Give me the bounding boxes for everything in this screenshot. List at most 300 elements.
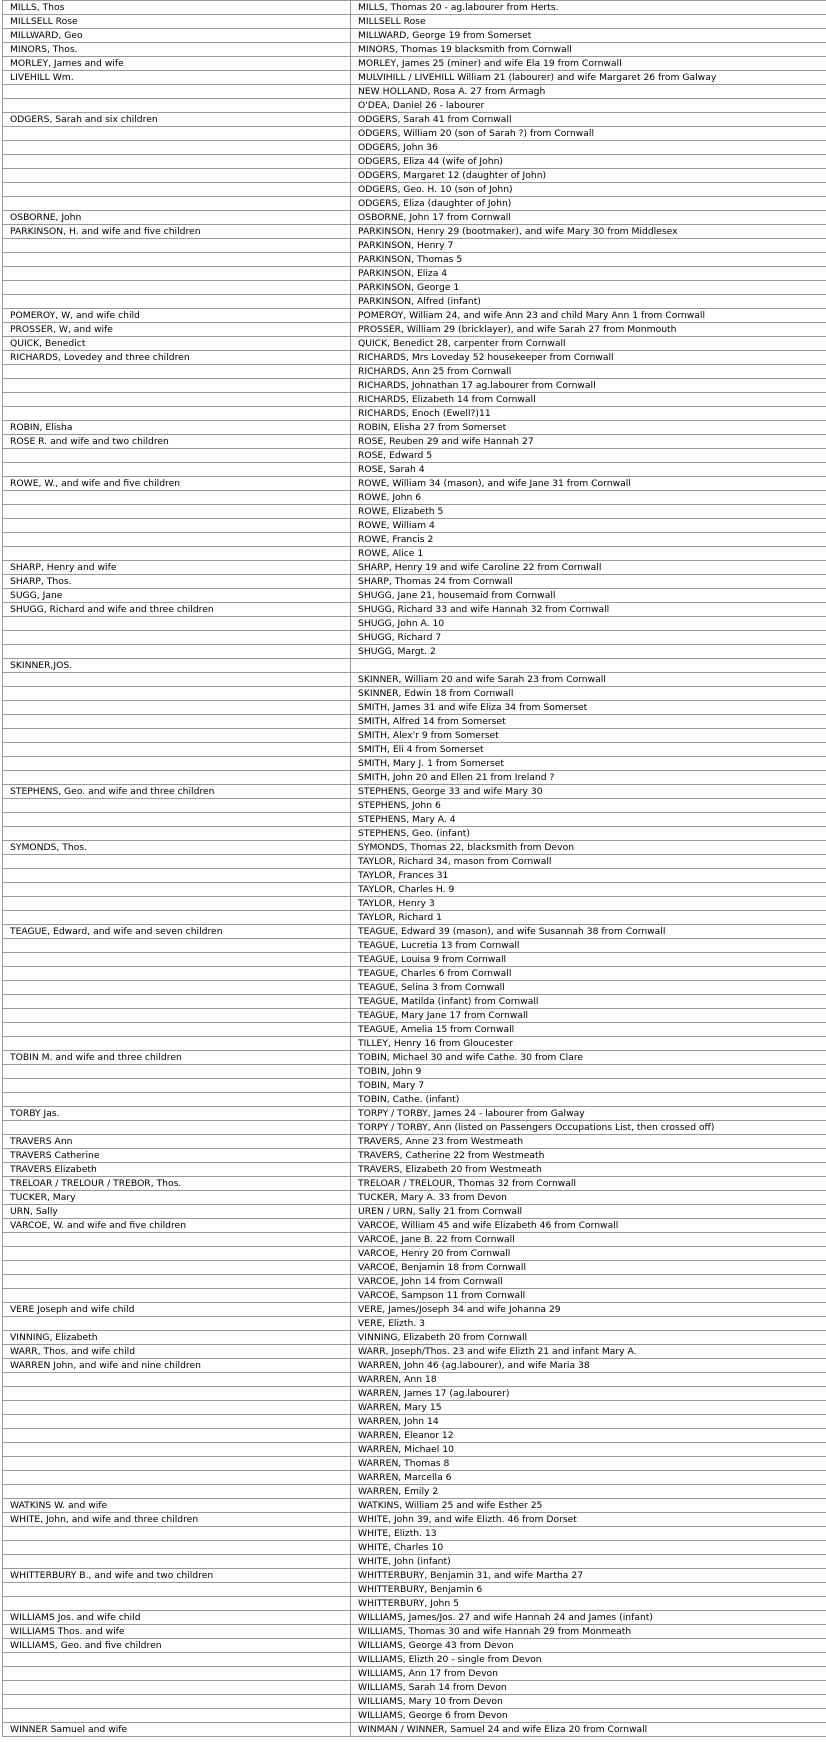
passenger-detail-cell: ROWE, Alice 1 bbox=[351, 547, 826, 561]
list-name-cell bbox=[3, 1583, 351, 1597]
passenger-table bbox=[2, 0, 826, 1737]
table-row bbox=[3, 1191, 826, 1205]
list-name-cell bbox=[3, 981, 351, 995]
passenger-detail-cell: ROWE, John 6 bbox=[351, 491, 826, 505]
table-row bbox=[3, 435, 826, 449]
table-row bbox=[3, 1457, 826, 1471]
table-row bbox=[3, 575, 826, 589]
list-name-cell bbox=[3, 813, 351, 827]
list-name-cell bbox=[3, 1709, 351, 1723]
passenger-detail-cell: VINNING, Elizabeth 20 from Cornwall bbox=[351, 1331, 826, 1345]
passenger-detail-cell: SMITH, James 31 and wife Eliza 34 from Somerset bbox=[351, 701, 826, 715]
passenger-detail-cell: TEAGUE, Selina 3 from Cornwall bbox=[351, 981, 826, 995]
list-name-cell bbox=[3, 253, 351, 267]
passenger-detail-cell: STEPHENS, George 33 and wife Mary 30 bbox=[351, 785, 826, 799]
list-name-cell: ODGERS, Sarah and six children bbox=[3, 113, 351, 127]
list-name-cell: ROWE, W., and wife and five children bbox=[3, 477, 351, 491]
table-row bbox=[3, 547, 826, 561]
passenger-detail-cell: RICHARDS, Johnathan 17 ag.labourer from Cornwall bbox=[351, 379, 826, 393]
list-name-cell bbox=[3, 631, 351, 645]
list-name-cell bbox=[3, 365, 351, 379]
list-name-cell bbox=[3, 995, 351, 1009]
passenger-detail-cell: WARREN, Emily 2 bbox=[351, 1485, 826, 1499]
passenger-detail-cell: SMITH, Mary J. 1 from Somerset bbox=[351, 757, 826, 771]
list-name-cell bbox=[3, 183, 351, 197]
list-name-cell bbox=[3, 715, 351, 729]
table-row bbox=[3, 1163, 826, 1177]
list-name-cell bbox=[3, 1373, 351, 1387]
passenger-detail-cell: RICHARDS, Mrs Loveday 52 housekeeper from Cornwall bbox=[351, 351, 826, 365]
table-row bbox=[3, 1135, 826, 1149]
passenger-detail-cell: ROSE, Sarah 4 bbox=[351, 463, 826, 477]
passenger-detail-cell: SMITH, Alex'r 9 from Somerset bbox=[351, 729, 826, 743]
passenger-detail-cell: TOBIN, Cathe. (infant) bbox=[351, 1093, 826, 1107]
table-row bbox=[3, 925, 826, 939]
table-row bbox=[3, 1723, 826, 1737]
table-row bbox=[3, 1499, 826, 1513]
list-name-cell bbox=[3, 1023, 351, 1037]
list-name-cell: ROBIN, Elisha bbox=[3, 421, 351, 435]
table-row bbox=[3, 309, 826, 323]
table-row bbox=[3, 1107, 826, 1121]
list-name-cell: TORBY Jas. bbox=[3, 1107, 351, 1121]
table-row bbox=[3, 827, 826, 841]
table-row bbox=[3, 1513, 826, 1527]
table-row bbox=[3, 1289, 826, 1303]
passenger-detail-cell: STEPHENS, Geo. (infant) bbox=[351, 827, 826, 841]
table-row bbox=[3, 1695, 826, 1709]
passenger-detail-cell: WHITTERBURY, Benjamin 6 bbox=[351, 1583, 826, 1597]
list-name-cell bbox=[3, 799, 351, 813]
passenger-detail-cell: WARREN, Eleanor 12 bbox=[351, 1429, 826, 1443]
table-row bbox=[3, 953, 826, 967]
passenger-detail-cell: MINORS, Thomas 19 blacksmith from Cornwall bbox=[351, 43, 826, 57]
passenger-detail-cell: MILLSELL Rose bbox=[351, 15, 826, 29]
list-name-cell: TEAGUE, Edward, and wife and seven children bbox=[3, 925, 351, 939]
passenger-detail-cell: TRAVERS, Anne 23 from Westmeath bbox=[351, 1135, 826, 1149]
list-name-cell: URN, Sally bbox=[3, 1205, 351, 1219]
table-row bbox=[3, 1121, 826, 1135]
list-name-cell: MORLEY, James and wife bbox=[3, 57, 351, 71]
table-row bbox=[3, 757, 826, 771]
passenger-detail-cell: SMITH, Eli 4 from Somerset bbox=[351, 743, 826, 757]
passenger-detail-cell: PROSSER, William 29 (bricklayer), and wife Sarah 27 from Monmouth bbox=[351, 323, 826, 337]
list-name-cell: WHITTERBURY B., and wife and two children bbox=[3, 1569, 351, 1583]
table-row bbox=[3, 463, 826, 477]
list-name-cell bbox=[3, 393, 351, 407]
list-name-cell bbox=[3, 687, 351, 701]
passenger-detail-cell: VARCOE, John 14 from Cornwall bbox=[351, 1275, 826, 1289]
passenger-detail-cell: MILLS, Thomas 20 - ag.labourer from Herts. bbox=[351, 1, 826, 15]
table-row bbox=[3, 15, 826, 29]
list-name-cell bbox=[3, 1555, 351, 1569]
table-row bbox=[3, 883, 826, 897]
list-name-cell bbox=[3, 1401, 351, 1415]
table-row bbox=[3, 365, 826, 379]
list-name-cell bbox=[3, 281, 351, 295]
table-row bbox=[3, 869, 826, 883]
list-name-cell bbox=[3, 449, 351, 463]
list-name-cell bbox=[3, 771, 351, 785]
list-name-cell bbox=[3, 1261, 351, 1275]
table-row bbox=[3, 1639, 826, 1653]
passenger-detail-cell: WILLIAMS, Sarah 14 from Devon bbox=[351, 1681, 826, 1695]
table-row bbox=[3, 505, 826, 519]
passenger-detail-cell: RICHARDS, Elizabeth 14 from Cornwall bbox=[351, 393, 826, 407]
passenger-detail-cell: TORPY / TORBY, Ann (listed on Passengers Occupations List, then crossed off) bbox=[351, 1121, 826, 1135]
table-row bbox=[3, 659, 826, 673]
table-row bbox=[3, 127, 826, 141]
passenger-detail-cell: WHITTERBURY, Benjamin 31, and wife Martha 27 bbox=[351, 1569, 826, 1583]
table-row bbox=[3, 351, 826, 365]
list-name-cell bbox=[3, 1527, 351, 1541]
list-name-cell bbox=[3, 1485, 351, 1499]
table-row bbox=[3, 1569, 826, 1583]
list-name-cell bbox=[3, 1597, 351, 1611]
passenger-detail-cell: SHUGG, Richard 33 and wife Hannah 32 from Cornwall bbox=[351, 603, 826, 617]
table-row bbox=[3, 1681, 826, 1695]
table-row bbox=[3, 1205, 826, 1219]
table-row bbox=[3, 771, 826, 785]
passenger-detail-cell: TOBIN, Michael 30 and wife Cathe. 30 from Clare bbox=[351, 1051, 826, 1065]
table-row bbox=[3, 617, 826, 631]
list-name-cell bbox=[3, 1429, 351, 1443]
passenger-detail-cell: SHUGG, Margt. 2 bbox=[351, 645, 826, 659]
table-row bbox=[3, 799, 826, 813]
list-name-cell bbox=[3, 1037, 351, 1051]
list-name-cell: STEPHENS, Geo. and wife and three children bbox=[3, 785, 351, 799]
table-row bbox=[3, 701, 826, 715]
table-row bbox=[3, 197, 826, 211]
passenger-detail-cell: TAYLOR, Charles H. 9 bbox=[351, 883, 826, 897]
table-row bbox=[3, 519, 826, 533]
passenger-detail-cell: WARREN, Thomas 8 bbox=[351, 1457, 826, 1471]
list-name-cell bbox=[3, 827, 351, 841]
table-row bbox=[3, 1, 826, 15]
passenger-detail-cell: SKINNER, William 20 and wife Sarah 23 from Cornwall bbox=[351, 673, 826, 687]
passenger-detail-cell: ODGERS, Eliza 44 (wife of John) bbox=[351, 155, 826, 169]
passenger-detail-cell: ODGERS, William 20 (son of Sarah ?) from Cornwall bbox=[351, 127, 826, 141]
table-row bbox=[3, 1373, 826, 1387]
list-name-cell: SKINNER,JOS. bbox=[3, 659, 351, 673]
table-row bbox=[3, 785, 826, 799]
passenger-detail-cell: PARKINSON, Henry 7 bbox=[351, 239, 826, 253]
table-row bbox=[3, 1387, 826, 1401]
passenger-detail-cell: MORLEY, James 25 (miner) and wife Ela 19 from Cornwall bbox=[351, 57, 826, 71]
list-name-cell: MILLS, Thos bbox=[3, 1, 351, 15]
passenger-detail-cell: OSBORNE, John 17 from Cornwall bbox=[351, 211, 826, 225]
passenger-detail-cell: WARREN, John 46 (ag.labourer), and wife Maria 38 bbox=[351, 1359, 826, 1373]
table-row bbox=[3, 239, 826, 253]
table-row bbox=[3, 1079, 826, 1093]
list-name-cell bbox=[3, 463, 351, 477]
table-row bbox=[3, 253, 826, 267]
table-row bbox=[3, 1037, 826, 1051]
list-name-cell bbox=[3, 1667, 351, 1681]
passenger-detail-cell: TORPY / TORBY, James 24 - labourer from Galway bbox=[351, 1107, 826, 1121]
passenger-detail-cell: RICHARDS, Enoch (Ewell?)11 bbox=[351, 407, 826, 421]
passenger-detail-cell: WILLIAMS, George 43 from Devon bbox=[351, 1639, 826, 1653]
table-row bbox=[3, 1303, 826, 1317]
list-name-cell bbox=[3, 673, 351, 687]
list-name-cell: MINORS, Thos. bbox=[3, 43, 351, 57]
list-name-cell: TRAVERS Ann bbox=[3, 1135, 351, 1149]
list-name-cell bbox=[3, 939, 351, 953]
passenger-detail-cell: TOBIN, Mary 7 bbox=[351, 1079, 826, 1093]
list-name-cell: QUICK, Benedict bbox=[3, 337, 351, 351]
passenger-detail-cell: PARKINSON, Henry 29 (bootmaker), and wife Mary 30 from Middlesex bbox=[351, 225, 826, 239]
table-row bbox=[3, 1555, 826, 1569]
list-name-cell: MILLWARD, Geo bbox=[3, 29, 351, 43]
passenger-detail-cell: ROSE, Reuben 29 and wife Hannah 27 bbox=[351, 435, 826, 449]
table-row bbox=[3, 855, 826, 869]
passenger-detail-cell: VARCOE, Jane B. 22 from Cornwall bbox=[351, 1233, 826, 1247]
table-row bbox=[3, 1359, 826, 1373]
passenger-detail-cell: ROWE, Francis 2 bbox=[351, 533, 826, 547]
passenger-list bbox=[2, 0, 826, 1737]
list-name-cell bbox=[3, 1653, 351, 1667]
list-name-cell: VINNING, Elizabeth bbox=[3, 1331, 351, 1345]
table-row bbox=[3, 295, 826, 309]
table-row bbox=[3, 225, 826, 239]
passenger-detail-cell: WHITE, Charles 10 bbox=[351, 1541, 826, 1555]
passenger-detail-cell: SHUGG, Jane 21, housemaid from Cornwall bbox=[351, 589, 826, 603]
table-row bbox=[3, 183, 826, 197]
list-name-cell bbox=[3, 127, 351, 141]
passenger-detail-cell: WILLIAMS, Thomas 30 and wife Hannah 29 from Monmeath bbox=[351, 1625, 826, 1639]
list-name-cell bbox=[3, 1317, 351, 1331]
passenger-detail-cell: WILLIAMS, James/Jos. 27 and wife Hannah 24 and James (infant) bbox=[351, 1611, 826, 1625]
list-name-cell bbox=[3, 743, 351, 757]
table-row bbox=[3, 29, 826, 43]
table-row bbox=[3, 981, 826, 995]
table-row bbox=[3, 1709, 826, 1723]
table-row bbox=[3, 1247, 826, 1261]
table-row bbox=[3, 1023, 826, 1037]
passenger-detail-cell: TEAGUE, Matilda (infant) from Cornwall bbox=[351, 995, 826, 1009]
table-row bbox=[3, 211, 826, 225]
list-name-cell bbox=[3, 1387, 351, 1401]
table-row bbox=[3, 407, 826, 421]
passenger-detail-cell: MULVIHILL / LIVEHILL William 21 (labourer) and wife Margaret 26 from Galway bbox=[351, 71, 826, 85]
passenger-detail-cell: STEPHENS, John 6 bbox=[351, 799, 826, 813]
list-name-cell: MILLSELL Rose bbox=[3, 15, 351, 29]
table-row bbox=[3, 267, 826, 281]
passenger-detail-cell: TEAGUE, Charles 6 from Cornwall bbox=[351, 967, 826, 981]
list-name-cell: VARCOE, W. and wife and five children bbox=[3, 1219, 351, 1233]
passenger-detail-cell: TEAGUE, Amelia 15 from Cornwall bbox=[351, 1023, 826, 1037]
table-row bbox=[3, 1429, 826, 1443]
passenger-detail-cell: WARREN, Ann 18 bbox=[351, 1373, 826, 1387]
passenger-detail-cell: ROWE, Elizabeth 5 bbox=[351, 505, 826, 519]
passenger-detail-cell: TOBIN, John 9 bbox=[351, 1065, 826, 1079]
list-name-cell bbox=[3, 155, 351, 169]
passenger-detail-cell: WARREN, Mary 15 bbox=[351, 1401, 826, 1415]
list-name-cell: WINNER Samuel and wife bbox=[3, 1723, 351, 1737]
list-name-cell bbox=[3, 1415, 351, 1429]
passenger-table-body bbox=[3, 1, 826, 1737]
table-row bbox=[3, 323, 826, 337]
list-name-cell bbox=[3, 967, 351, 981]
table-row bbox=[3, 1583, 826, 1597]
list-name-cell bbox=[3, 197, 351, 211]
passenger-detail-cell: VARCOE, Henry 20 from Cornwall bbox=[351, 1247, 826, 1261]
passenger-detail-cell: TEAGUE, Louisa 9 from Cornwall bbox=[351, 953, 826, 967]
list-name-cell bbox=[3, 1079, 351, 1093]
passenger-detail-cell: SHUGG, John A. 10 bbox=[351, 617, 826, 631]
table-row bbox=[3, 533, 826, 547]
list-name-cell bbox=[3, 869, 351, 883]
passenger-detail-cell: NEW HOLLAND, Rosa A. 27 from Armagh bbox=[351, 85, 826, 99]
list-name-cell: SHARP, Thos. bbox=[3, 575, 351, 589]
table-row bbox=[3, 85, 826, 99]
list-name-cell bbox=[3, 1541, 351, 1555]
table-row bbox=[3, 1415, 826, 1429]
table-row bbox=[3, 813, 826, 827]
passenger-detail-cell: VARCOE, William 45 and wife Elizabeth 46 from Cornwall bbox=[351, 1219, 826, 1233]
passenger-detail-cell: POMEROY, William 24, and wife Ann 23 and child Mary Ann 1 from Cornwall bbox=[351, 309, 826, 323]
passenger-detail-cell: ROSE, Edward 5 bbox=[351, 449, 826, 463]
table-row bbox=[3, 1051, 826, 1065]
list-name-cell bbox=[3, 1695, 351, 1709]
passenger-detail-cell: ROBIN, Elisha 27 from Somerset bbox=[351, 421, 826, 435]
passenger-detail-cell: ROWE, William 34 (mason), and wife Jane 31 from Cornwall bbox=[351, 477, 826, 491]
table-row bbox=[3, 1177, 826, 1191]
list-name-cell bbox=[3, 729, 351, 743]
passenger-detail-cell: WINMAN / WINNER, Samuel 24 and wife Eliza 20 from Cornwall bbox=[351, 1723, 826, 1737]
table-row bbox=[3, 449, 826, 463]
list-name-cell bbox=[3, 645, 351, 659]
table-row bbox=[3, 589, 826, 603]
passenger-detail-cell: WHITE, John 39, and wife Elizth. 46 from Dorset bbox=[351, 1513, 826, 1527]
table-row bbox=[3, 939, 826, 953]
table-row bbox=[3, 1149, 826, 1163]
list-name-cell: WARR, Thos. and wife child bbox=[3, 1345, 351, 1359]
table-row bbox=[3, 561, 826, 575]
passenger-detail-cell: TUCKER, Mary A. 33 from Devon bbox=[351, 1191, 826, 1205]
passenger-detail-cell: ODGERS, John 36 bbox=[351, 141, 826, 155]
table-row bbox=[3, 155, 826, 169]
table-row bbox=[3, 603, 826, 617]
list-name-cell: WATKINS W. and wife bbox=[3, 1499, 351, 1513]
table-row bbox=[3, 1625, 826, 1639]
table-row bbox=[3, 995, 826, 1009]
passenger-detail-cell: TRAVERS, Elizabeth 20 from Westmeath bbox=[351, 1163, 826, 1177]
list-name-cell bbox=[3, 701, 351, 715]
list-name-cell bbox=[3, 141, 351, 155]
list-name-cell bbox=[3, 1471, 351, 1485]
table-row bbox=[3, 729, 826, 743]
passenger-detail-cell: WILLIAMS, Ann 17 from Devon bbox=[351, 1667, 826, 1681]
passenger-detail-cell: WHITE, John (infant) bbox=[351, 1555, 826, 1569]
table-row bbox=[3, 743, 826, 757]
table-row bbox=[3, 1009, 826, 1023]
passenger-detail-cell: ODGERS, Sarah 41 from Cornwall bbox=[351, 113, 826, 127]
passenger-detail-cell: TRAVERS, Catherine 22 from Westmeath bbox=[351, 1149, 826, 1163]
passenger-detail-cell: WILLIAMS, Mary 10 from Devon bbox=[351, 1695, 826, 1709]
list-name-cell bbox=[3, 1121, 351, 1135]
list-name-cell: TUCKER, Mary bbox=[3, 1191, 351, 1205]
list-name-cell bbox=[3, 1681, 351, 1695]
passenger-detail-cell: VARCOE, Sampson 11 from Cornwall bbox=[351, 1289, 826, 1303]
table-row bbox=[3, 113, 826, 127]
list-name-cell: WILLIAMS, Geo. and five children bbox=[3, 1639, 351, 1653]
table-row bbox=[3, 379, 826, 393]
table-row bbox=[3, 897, 826, 911]
passenger-detail-cell: WARR, Joseph/Thos. 23 and wife Elizth 21 and infant Mary A. bbox=[351, 1345, 826, 1359]
passenger-detail-cell: ODGERS, Margaret 12 (daughter of John) bbox=[351, 169, 826, 183]
table-row bbox=[3, 1443, 826, 1457]
table-row bbox=[3, 491, 826, 505]
list-name-cell: VERE Joseph and wife child bbox=[3, 1303, 351, 1317]
list-name-cell: OSBORNE, John bbox=[3, 211, 351, 225]
passenger-detail-cell: TILLEY, Henry 16 from Gloucester bbox=[351, 1037, 826, 1051]
list-name-cell: SUGG, Jane bbox=[3, 589, 351, 603]
list-name-cell: PARKINSON, H. and wife and five children bbox=[3, 225, 351, 239]
list-name-cell bbox=[3, 897, 351, 911]
list-name-cell bbox=[3, 547, 351, 561]
passenger-detail-cell: TEAGUE, Lucretia 13 from Cornwall bbox=[351, 939, 826, 953]
passenger-detail-cell: PARKINSON, Thomas 5 bbox=[351, 253, 826, 267]
table-row bbox=[3, 1317, 826, 1331]
list-name-cell bbox=[3, 169, 351, 183]
list-name-cell: SHUGG, Richard and wife and three children bbox=[3, 603, 351, 617]
list-name-cell: SYMONDS, Thos. bbox=[3, 841, 351, 855]
passenger-detail-cell: PARKINSON, George 1 bbox=[351, 281, 826, 295]
list-name-cell bbox=[3, 911, 351, 925]
passenger-detail-cell: PARKINSON, Alfred (infant) bbox=[351, 295, 826, 309]
table-row bbox=[3, 1541, 826, 1555]
list-name-cell: POMEROY, W, and wife child bbox=[3, 309, 351, 323]
passenger-detail-cell: UREN / URN, Sally 21 from Cornwall bbox=[351, 1205, 826, 1219]
list-name-cell bbox=[3, 1247, 351, 1261]
list-name-cell bbox=[3, 1233, 351, 1247]
table-row bbox=[3, 281, 826, 295]
table-row bbox=[3, 337, 826, 351]
table-row bbox=[3, 1219, 826, 1233]
passenger-detail-cell: VARCOE, Benjamin 18 from Cornwall bbox=[351, 1261, 826, 1275]
list-name-cell bbox=[3, 1289, 351, 1303]
table-row bbox=[3, 687, 826, 701]
passenger-detail-cell: SMITH, Alfred 14 from Somerset bbox=[351, 715, 826, 729]
list-name-cell bbox=[3, 505, 351, 519]
passenger-detail-cell: O'DEA, Daniel 26 - labourer bbox=[351, 99, 826, 113]
table-row bbox=[3, 1401, 826, 1415]
list-name-cell: WILLIAMS Thos. and wife bbox=[3, 1625, 351, 1639]
table-row bbox=[3, 841, 826, 855]
table-row bbox=[3, 169, 826, 183]
passenger-detail-cell: RICHARDS, Ann 25 from Cornwall bbox=[351, 365, 826, 379]
passenger-detail-cell: WHITE, Elizth. 13 bbox=[351, 1527, 826, 1541]
passenger-detail-cell: TRELOAR / TRELOUR, Thomas 32 from Cornwall bbox=[351, 1177, 826, 1191]
table-row bbox=[3, 57, 826, 71]
passenger-detail-cell: ODGERS, Eliza (daughter of John) bbox=[351, 197, 826, 211]
table-row bbox=[3, 1275, 826, 1289]
table-row bbox=[3, 1653, 826, 1667]
list-name-cell: WILLIAMS Jos. and wife child bbox=[3, 1611, 351, 1625]
list-name-cell: TOBIN M. and wife and three children bbox=[3, 1051, 351, 1065]
list-name-cell bbox=[3, 407, 351, 421]
table-row bbox=[3, 1345, 826, 1359]
list-name-cell bbox=[3, 1443, 351, 1457]
table-row bbox=[3, 1471, 826, 1485]
table-row bbox=[3, 1527, 826, 1541]
table-row bbox=[3, 43, 826, 57]
list-name-cell: SHARP, Henry and wife bbox=[3, 561, 351, 575]
passenger-detail-cell: VERE, Elizth. 3 bbox=[351, 1317, 826, 1331]
table-row bbox=[3, 1611, 826, 1625]
passenger-detail-cell: WILLIAMS, George 6 from Devon bbox=[351, 1709, 826, 1723]
